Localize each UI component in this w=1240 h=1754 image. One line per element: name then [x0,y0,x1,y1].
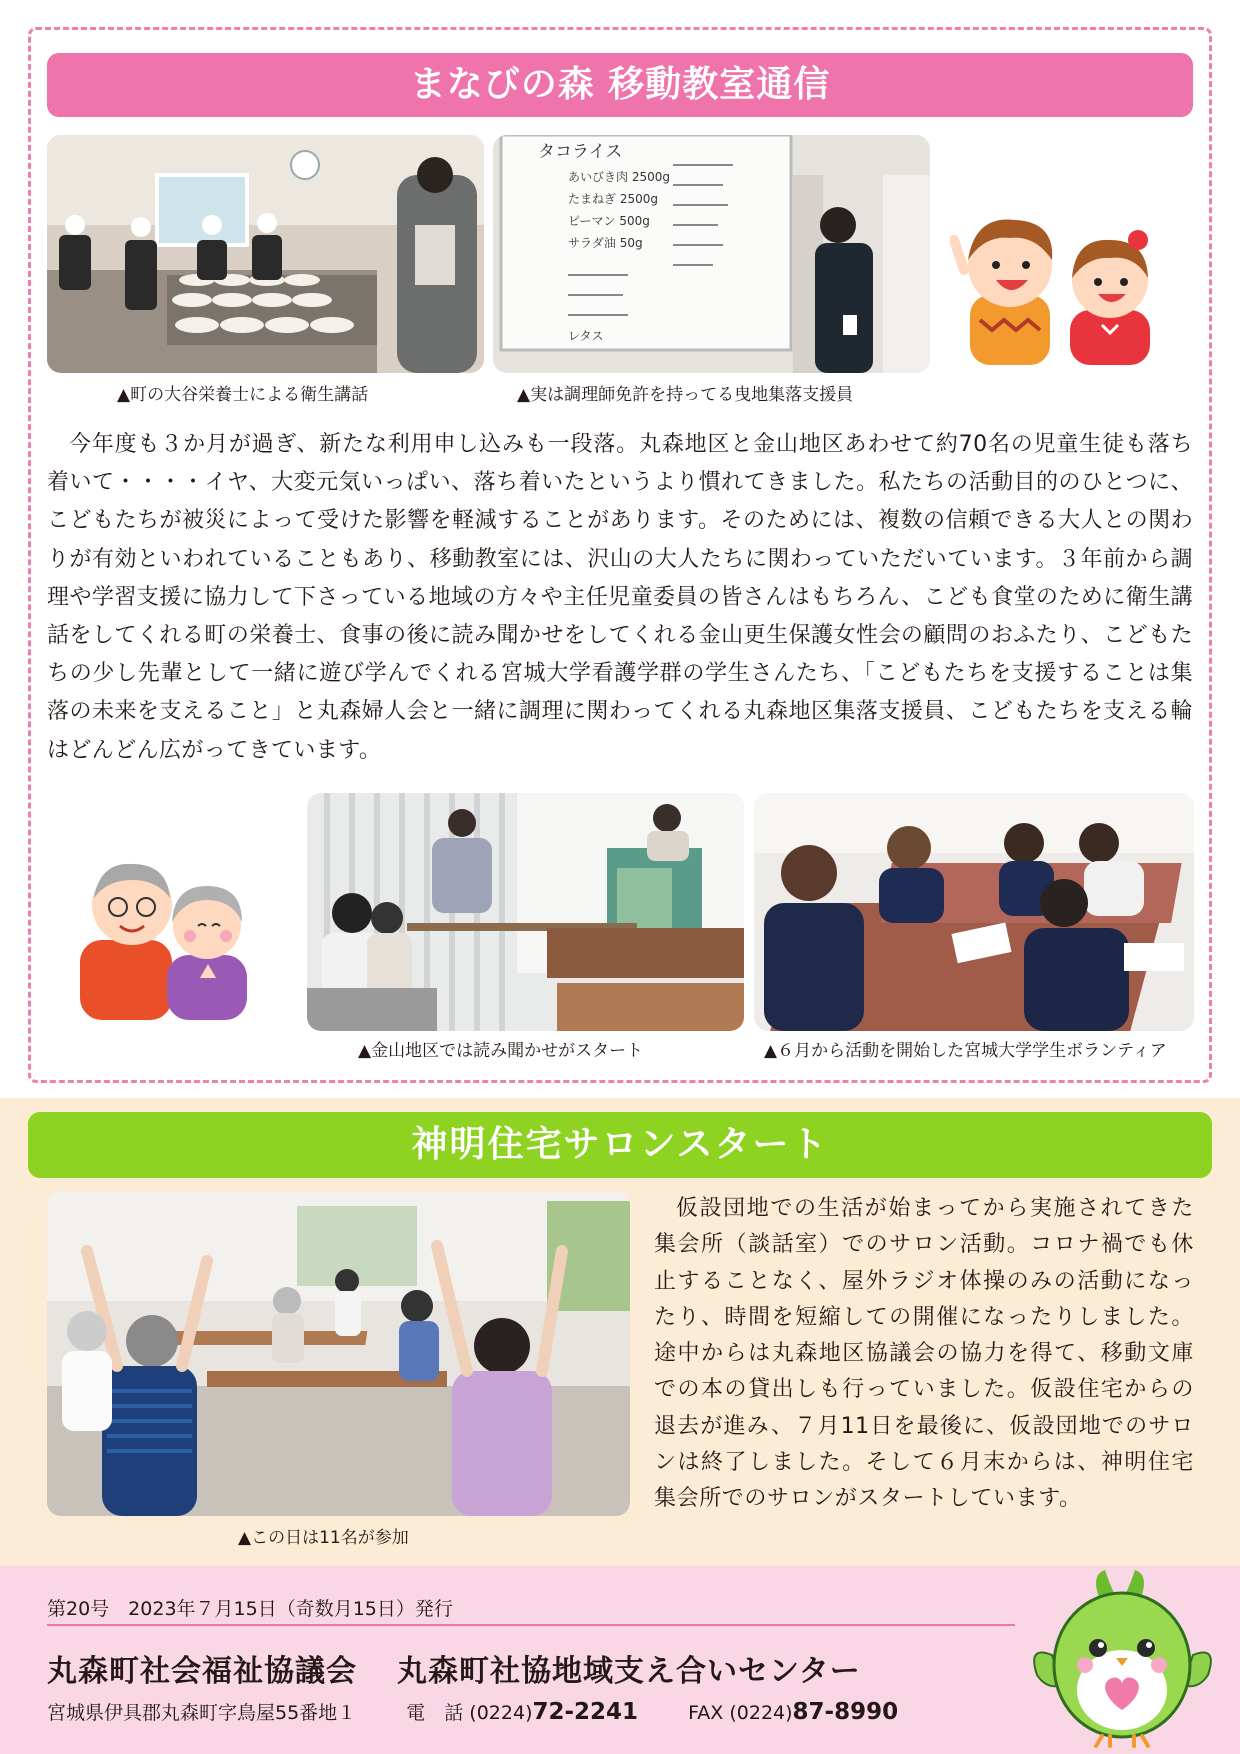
whiteboard-line: ピーマン 500g [568,214,650,228]
whiteboard-line: サラダ油 50g [568,236,643,250]
caption-photo-volunteers: ▲６月から活動を開始した宮城大学学生ボランティア [764,1041,1167,1061]
section-title-classroom: まなびの森 移動教室通信 [47,53,1193,117]
photo-hygiene-talk [47,135,484,373]
contact-info [47,1698,898,1725]
photo-salon-exercise [47,1191,630,1516]
address-text: 宮城県伊具郡丸森町字鳥屋55番地１ [47,1702,357,1724]
photo-storytelling [307,793,744,1031]
whiteboard-line: レタス [568,329,604,343]
photo-student-volunteers [754,793,1194,1031]
whiteboard-line: たまねぎ 2500g [568,192,658,206]
salon-body-text [654,1191,1194,1518]
fax-label: FAX [688,1702,724,1724]
mascot-bird-illustration [1030,1560,1215,1750]
footer-divider [47,1624,1015,1626]
section-title-salon: 神明住宅サロンスタート [28,1112,1212,1178]
whiteboard-heading: タコライス [538,142,623,162]
tel-label: 電 話 [406,1702,464,1724]
organization-names [47,1646,861,1690]
classroom-body-text [47,426,1193,770]
caption-photo-storytelling: ▲金山地区では読み聞かせがスタート [358,1041,644,1061]
kids-illustration [950,210,1170,365]
org-name-center: 丸森町社協地域支え合いセンター [397,1654,861,1689]
org-name-council: 丸森町社会福祉協議会 [47,1654,357,1689]
issue-info: 第20号 2023年７月15日（奇数月15日）発行 [47,1598,453,1620]
salon-paragraph: 仮設団地での生活が始まってから実施されてきた集会所（談話室）でのサロン活動。コロナ禍でも休止することなく、屋外ラジオ体操のみの活動になったり、時間を短縮しての開催になったりしました。途中からは丸森地区協議会の協力を得て、移動文庫での本の貸出しも行っていました。仮設住宅からの退去が進み、７月11日を最後に、仮設団地でのサロンは終了しました。そして６月末からは、神明住宅集会所でのサロンがスタートしています。 [654,1196,1194,1512]
caption-photo-hygiene: ▲町の大谷栄養士による衛生講話 [117,385,369,405]
caption-photo-whiteboard: ▲実は調理師免許を持ってる曳地集落支援員 [517,385,854,405]
tel-number[interactable]: 72-2241 [532,1699,639,1725]
whiteboard-line: あいびき肉 2500g [568,170,670,184]
elderly-couple-illustration [72,850,252,1020]
photo-whiteboard-cook [493,135,930,373]
tel-area-code: (0224) [469,1702,533,1724]
caption-photo-salon: ▲この日は11名が参加 [238,1528,409,1548]
fax-number: 87-8990 [792,1699,899,1725]
fax-area-code: (0224) [729,1702,793,1724]
classroom-paragraph: 今年度も３か月が過ぎ、新たな利用申し込みも一段落。丸森地区と金山地区あわせて約70名の児童生徒も落ち着いて・・・・イヤ、大変元気いっぱい、落ち着いたというより慣れてきました。私たちの活動目的のひとつに、こどもたちが被災によって受けた影響を軽減することがあります。そのためには、複数の信頼できる大人との関わりが有効といわれていることもあり、移動教室には、沢山の大人たちに関わっていただいています。３年前から調理や学習支援に協力して下さっている地域の方々や主任児童委員の皆さんはもちろん、こども食堂のために衛生講話をしてくれる町の栄養士、食事の後に読み聞かせをしてくれる金山更生保護女性会の顧問のおふたり、こどもたちの少し先輩として一緒に遊び学んでくれる宮城大学看護学群の学生さんたち、「こどもたちを支援することは集落の未来を支えること」と丸森婦人会と一緒に調理に関わってくれる丸森地区集落支援員、こどもたちを支える輪はどんどん広がってきています。 [47,432,1193,763]
